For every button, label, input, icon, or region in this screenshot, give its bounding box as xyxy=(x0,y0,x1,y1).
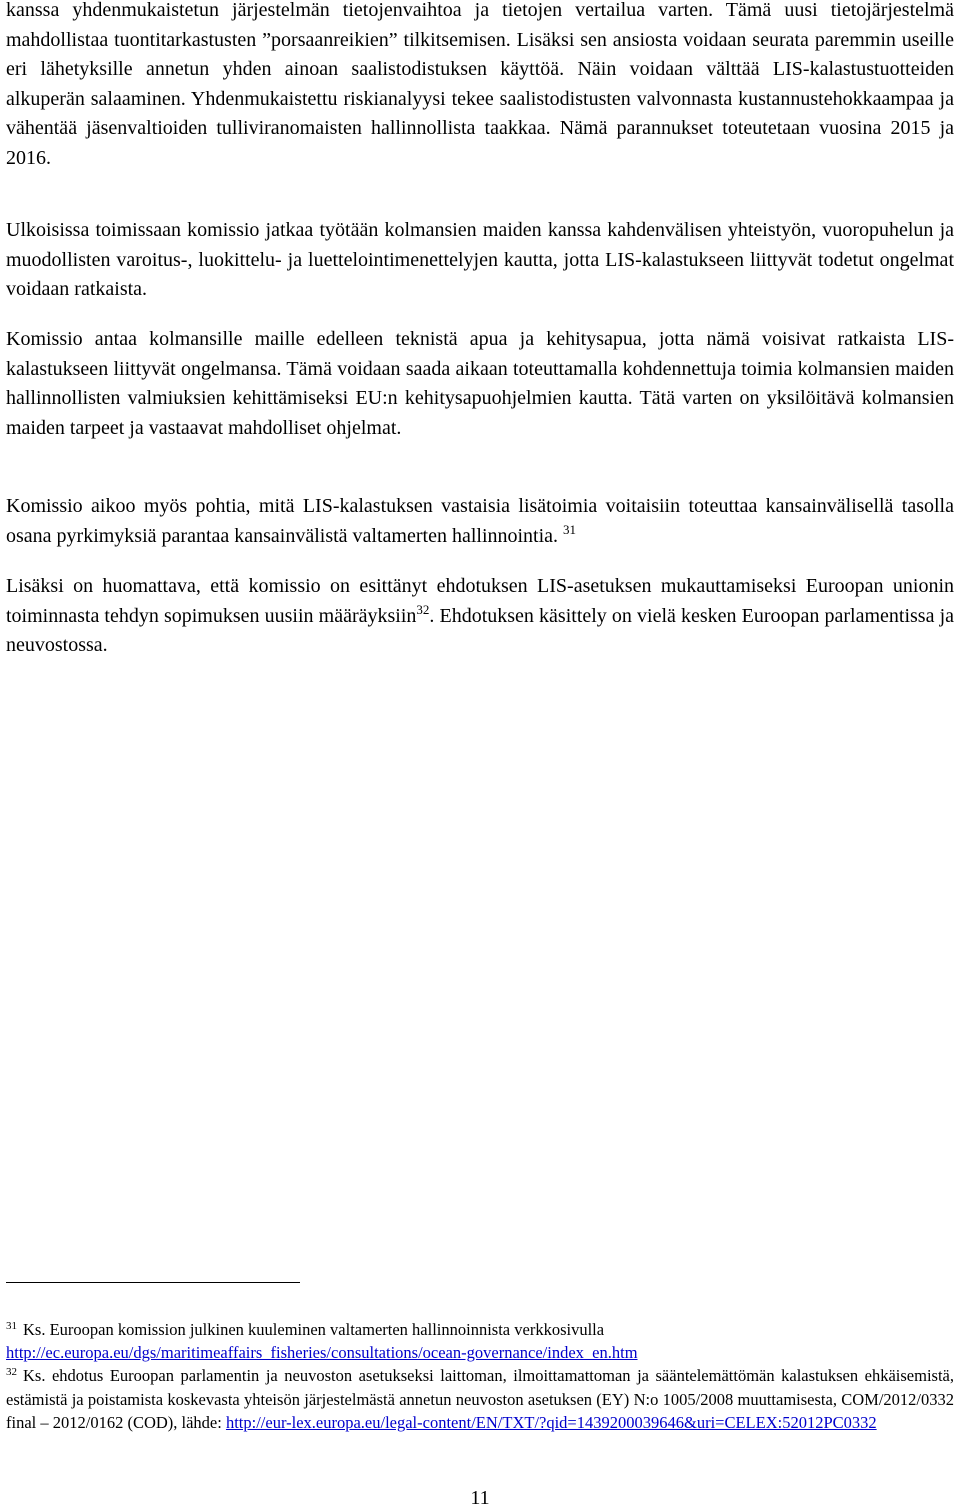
footnote-text: Ks. Euroopan komission julkinen kuuleminen valtamerten hallinnoinnista verkkosivulla xyxy=(23,1320,605,1339)
body-paragraph-2: Ulkoisissa toimissaan komissio jatkaa työtään kolmansien maiden kanssa kahdenvälisen yhteistyön, vuoropuhelun ja muodollisten varoitus-, luokittelu- ja luettelointimenettelyjen kautta, jotta LIS-kalastukseen liittyvät todetut ongelmat voidaan ratkaista. xyxy=(6,219,954,300)
footnote-31 xyxy=(6,1318,954,1364)
footnote-ref-32[interactable]: 32 xyxy=(416,601,430,617)
paragraph-5-text-a: Lisäksi on huomattava, että komissio on esittänyt ehdotuksen LIS-asetuksen mukauttamiseksi Euroopan unionin toiminnasta tehdyn sopimuksen uusiin määräyksiin xyxy=(6,575,954,627)
paragraph-4-text: Komissio aikoo myös pohtia, mitä LIS-kalastuksen vastaisia lisätoimia voitaisiin toteuttaa kansainvälisellä tasolla osana pyrkimyksiä parantaa kansainvälistä valtamerten hallinnointia. xyxy=(6,495,954,547)
body-paragraph-5 xyxy=(6,572,954,661)
footnote-ref-31[interactable]: 31 xyxy=(563,521,577,537)
footnote-link[interactable]: http://ec.europa.eu/dgs/maritimeaffairs_fisheries/consultations/ocean-governance/index_en.htm xyxy=(6,1343,638,1363)
body-paragraph-3: Komissio antaa kolmansille maille edelleen teknistä apua ja kehitysapua, jotta nämä voisivat ratkaista LIS-kalastukseen liittyvät ongelmansa. Tämä voidaan saada aikaan toteuttamalla kohdennettuja toimia kolmansien maiden hallinnollisten valmiuksien kehittämiseksi EU:n kehitysapuohjelmien kautta. Tätä varten on yksilöitävä kolmansien maiden tarpeet ja vastaavat mahdolliset ohjelmat. xyxy=(6,328,954,439)
body-paragraph-4 xyxy=(6,492,954,551)
footnote-text: Ks. ehdotus Euroopan parlamentin ja neuvoston asetukseksi laittoman, ilmoittamattoman ja sääntelemättömän kalastuksen ehkäisemistä, estämistä ja poistamista koskevasta yhteisön järjestelmästä annetun neuvoston asetuksen (EY) N:o 1005/2008 muuttamisesta, COM/2012/0332 final – 2012/0162 (COD), lähde: xyxy=(6,1366,954,1432)
page-number: 11 xyxy=(470,1487,490,1509)
footnotes xyxy=(6,1318,954,1434)
footnote-link[interactable]: http://eur-lex.europa.eu/legal-content/EN/TXT/?qid=1439200039646&uri=CELEX:52012PC0332 xyxy=(225,1412,877,1432)
footnote-number: 32 xyxy=(6,1366,17,1379)
footnote-separator xyxy=(6,1282,300,1283)
body-paragraph-1: kanssa yhdenmukaistetun järjestelmän tietojenvaihtoa ja tietojen vertailua varten. Tämä uusi tietojärjestelmä mahdollistaa tuontitarkastusten ”porsaanreikien” tilkitsemisen. Lisäksi sen ansiosta voidaan seurata paremmin useille eri lähetyksille annetun yhden ainoan saalistodistuksen käyttöä. Näin voidaan välttää LIS-kalastustuotteiden alkuperän salaaminen. Yhdenmukaistettu riskianalyysi tekee saalistodistusten valvonnasta kustannustehokkaampaa ja vähentää jäsenvaltioiden tulliviranomaisten hallinnollista taakkaa. Nämä parannukset toteutetaan vuosina 2015 ja 2016. xyxy=(6,0,954,169)
footnote-number: 31 xyxy=(6,1320,17,1332)
footnote-32 xyxy=(6,1364,954,1434)
paragraph-5-text-b: . Ehdotuksen käsittely on vielä kesken Euroopan parlamentissa ja neuvostossa. xyxy=(6,604,955,656)
